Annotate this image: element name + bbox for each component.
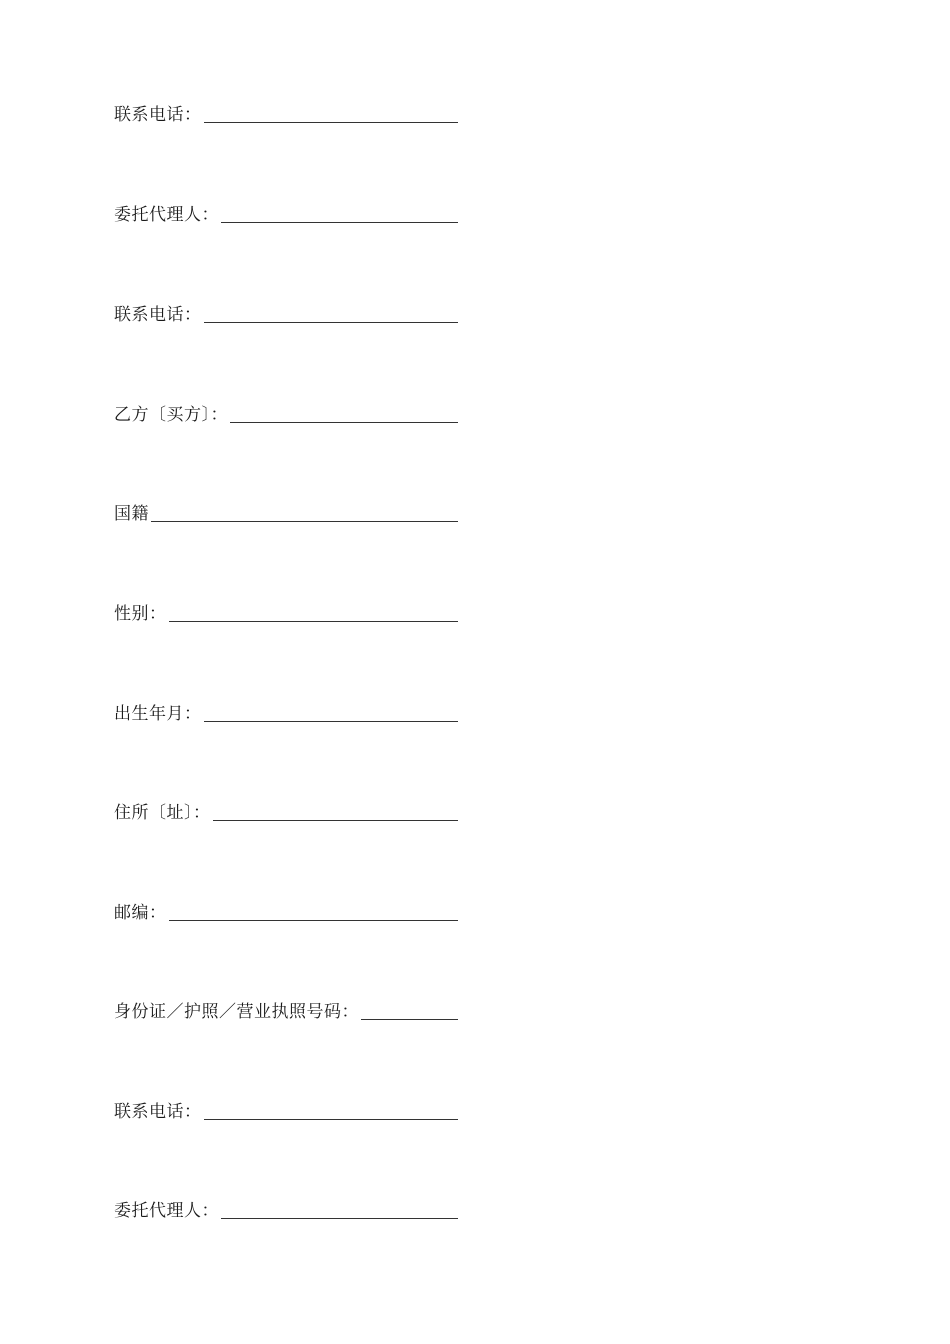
field-phone-2: [114, 300, 458, 326]
fill-in-line[interactable]: [169, 621, 459, 622]
field-label: 乙方〔买方〕：: [114, 405, 228, 425]
fill-in-line[interactable]: [361, 1019, 458, 1020]
field-agent-2: [114, 1196, 458, 1222]
fill-in-line[interactable]: [204, 721, 459, 722]
field-label: 出生年月：: [114, 704, 202, 724]
field-phone-3: [114, 1097, 458, 1123]
field-address: [114, 798, 458, 824]
field-phone-1: [114, 100, 458, 126]
fill-in-line[interactable]: [169, 920, 459, 921]
fill-in-line[interactable]: [230, 422, 458, 423]
fill-in-line[interactable]: [221, 1218, 458, 1219]
fill-in-line[interactable]: [213, 820, 459, 821]
field-party-b: [114, 400, 458, 426]
field-label: 国籍: [114, 504, 149, 524]
fill-in-line[interactable]: [151, 521, 458, 522]
fill-in-line[interactable]: [221, 222, 458, 223]
field-id-number: [114, 997, 458, 1023]
field-label: 委托代理人：: [114, 1201, 219, 1221]
field-label: 委托代理人：: [114, 205, 219, 225]
field-gender: [114, 599, 458, 625]
fill-in-line[interactable]: [204, 1119, 459, 1120]
field-label: 联系电话：: [114, 105, 202, 125]
field-label: 联系电话：: [114, 305, 202, 325]
field-birth-date: [114, 699, 458, 725]
field-label: 身份证／护照／营业执照号码：: [114, 1002, 359, 1022]
field-label: 性别：: [114, 604, 167, 624]
fill-in-line[interactable]: [204, 322, 459, 323]
field-label: 邮编：: [114, 903, 167, 923]
fill-in-line[interactable]: [204, 122, 459, 123]
field-label: 联系电话：: [114, 1102, 202, 1122]
field-label: 住所〔址〕：: [114, 803, 211, 823]
field-postcode: [114, 898, 458, 924]
field-agent-1: [114, 200, 458, 226]
field-nationality: [114, 499, 458, 525]
